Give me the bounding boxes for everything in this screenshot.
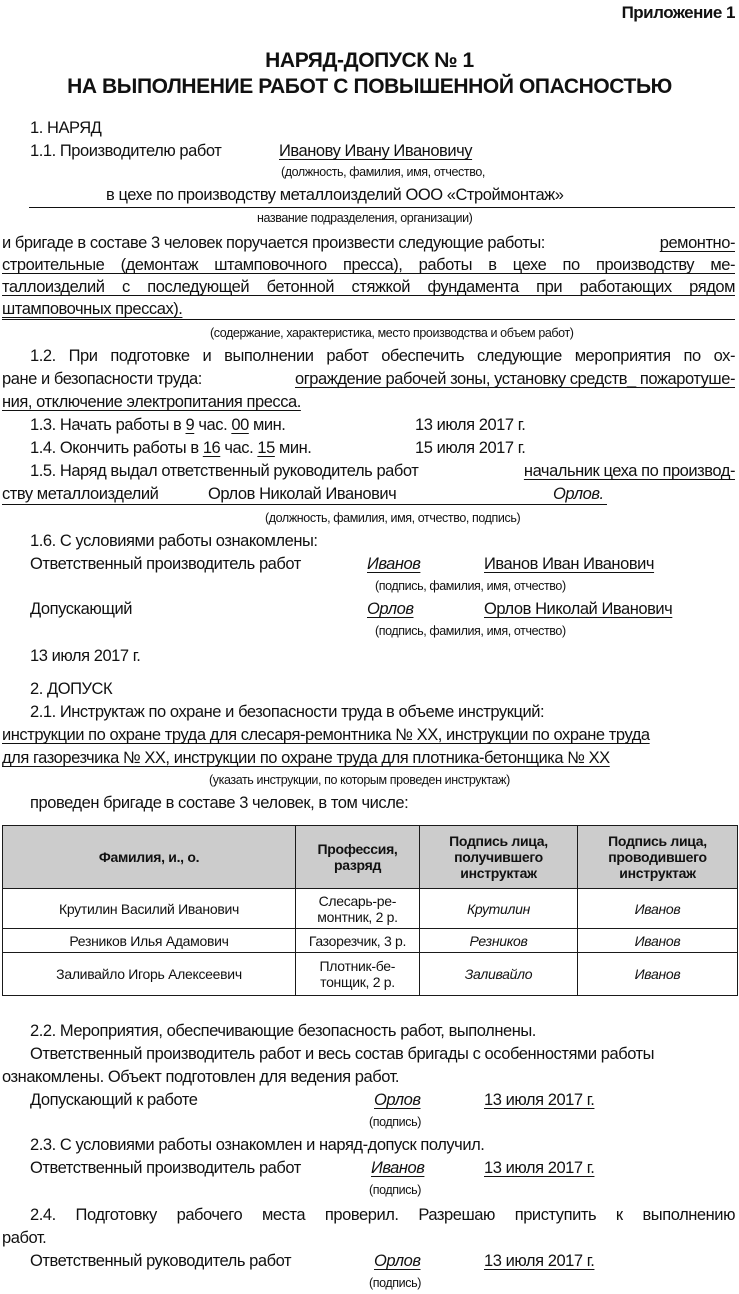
table-row [3,889,738,929]
p1-3-hour-unit: час. [198,416,228,434]
table-row [3,929,738,953]
header-profession: Профессия, разряд [296,826,420,889]
p1-2-value: ограждение рабочей зоны, установку средств_ пожаротуше- [294,370,735,388]
p2-2-signature: Орлов [374,1091,421,1109]
header-conducted-signature: Подпись лица, проводившего инструктаж [578,826,738,889]
cell-name: Крутилин Василий Иванович [3,889,296,929]
p2-1-instructions-1: инструкции по охране труда для слесаря-ремонтника № ХХ, инструкции по охране труда [2,726,650,744]
p2-2-date: 13 июля 2017 г. [484,1091,595,1109]
p1-4-min: 15 [257,439,275,457]
appendix-label: Приложение 1 [621,3,735,22]
section-1-date: 13 июля 2017 г. [30,647,141,665]
p1-3-label: 1.3. Начать работы в [30,416,182,434]
p2-3: 2.3. С условиями работы ознакомлен и наряд-допуск получил. [30,1136,485,1154]
section-1-heading: 1. НАРЯД [30,119,102,137]
acquainted-role-1: Ответственный производитель работ [30,555,301,573]
p2-1-hint: (указать инструкции, по которым проведен инструктаж) [209,773,510,787]
document-subtitle: НА ВЫПОЛНЕНИЕ РАБОТ С ПОВЫШЕННОЙ ОПАСНОСТЬЮ [67,75,672,98]
p1-3-date: 13 июля 2017 г. [415,416,526,434]
p2-3-hint: (подпись) [369,1183,421,1197]
p1-4-hour-unit: час. [224,439,254,457]
p1-5-position-value: начальник цеха по производ- [523,462,735,480]
acquainted-name-2: Орлов Николай Иванович [484,600,673,618]
acquainted-name-1: Иванов Иван Иванович [484,555,655,573]
p2-3-signature: Иванов [371,1159,425,1177]
p2-2: 2.2. Мероприятия, обеспечивающие безопасность работ, выполнены. [30,1022,536,1040]
p1-3-min-unit: мин. [252,416,286,434]
p1-1-hint-2: название подразделения, организации) [257,211,473,225]
acquainted-hint-1: (подпись, фамилия, имя, отчество) [375,579,566,593]
table-row [3,953,738,996]
p1-1-performer-value: Иванову Ивану Ивановичу [279,142,473,160]
p1-5-name: Орлов Николай Иванович [208,485,397,503]
p2-4-signature: Орлов [374,1252,421,1270]
work-line-4: штамповочных прессах). [2,300,183,318]
p1-6-heading: 1.6. С условиями работы ознакомлены: [30,532,318,550]
p2-4-date: 13 июля 2017 г. [484,1252,595,1270]
p2-4-hint: (подпись) [369,1276,421,1290]
work-intro: и бригаде в составе 3 человек поручается произвести следующие работы: [2,234,545,252]
cell-conducted-signature: Иванов [578,889,738,929]
p1-3-min: 00 [231,416,249,434]
cell-conducted-signature: Иванов [578,929,738,953]
p1-2-line-3: ния, отключение электропитания пресса. [2,393,301,411]
p1-5-line-1 [30,460,735,482]
p1-1-underline [29,207,735,208]
cell-name: Резников Илья Адамович [3,929,296,953]
p2-2b-line-2: ознакомлены. Объект подготовлен для ведения работ. [2,1068,400,1086]
p2-4-line-2: работ. [2,1229,47,1247]
p2-2b-line-1: Ответственный производитель работ и весь состав бригады с особенностями работы [30,1045,655,1063]
p1-3-hour: 9 [185,416,195,434]
table-header-row [3,826,738,889]
p1-5-plain: 1.5. Наряд выдал ответственный руководитель работ [30,462,419,480]
section-2-heading: 2. ДОПУСК [30,680,113,698]
cell-received-signature: Заливайло [420,953,578,996]
p1-2-plain: ране и безопасности труда: [2,370,202,388]
cell-received-signature: Крутилин [420,889,578,929]
work-underline [2,319,735,320]
p2-2-role: Допускающий к работе [30,1091,198,1109]
document-title: НАРЯД-ДОПУСК № 1 [265,49,474,72]
work-hint: (содержание, характеристика, место производства и объем работ) [210,326,574,340]
acquainted-hint-2: (подпись, фамилия, имя, отчество) [375,624,566,638]
p2-4-line-1: 2.4. Подготовку рабочего места проверил. Разрешаю приступить к выполнению [30,1206,735,1224]
briefing-table [2,825,738,996]
p1-4-hour: 16 [202,439,221,457]
work-line-2: строительные (демонтаж штамповочного пресса), работы в цехе по производству ме- [2,256,735,274]
work-line-3: таллоизделий с последующей бетонной стяжкой фундамента при работающих рядом [2,278,735,296]
p1-4-date: 15 июля 2017 г. [415,439,526,457]
acquainted-signature-2: Орлов [367,600,414,618]
p1-1-hint-1: (должность, фамилия, имя, отчество, [281,165,485,179]
p1-4-min-unit: мин. [278,439,312,457]
cell-profession: Плотник-бетонщик, 2 р. [296,953,420,996]
p2-4-role: Ответственный руководитель работ [30,1252,292,1270]
p1-5-signature: Орлов. [553,485,604,503]
cell-profession: Газорезчик, 3 р. [296,929,420,953]
cell-conducted-signature: Иванов [578,953,738,996]
p1-3-start [30,414,285,436]
p2-1-crew: проведен бригаде в составе 3 человек, в том числе: [30,794,409,812]
work-line-1: ремонтно- [659,234,735,252]
p1-5-hint: (должность, фамилия, имя, отчество, подпись) [265,511,521,525]
p2-3-role: Ответственный производитель работ [30,1159,301,1177]
cell-profession: Слесарь-ремонтник, 2 р. [296,889,420,929]
acquainted-role-2: Допускающий [30,600,132,618]
p2-1-line-1: 2.1. Инструктаж по охране и безопасности труда в объеме инструкций: [30,703,545,721]
header-name: Фамилия, и., о. [3,826,296,889]
p2-2-hint: (подпись) [369,1115,421,1129]
p1-4-label: 1.4. Окончить работы в [30,439,199,457]
cell-received-signature: Резников [420,929,578,953]
header-received-signature: Подпись лица, получившего инструктаж [420,826,578,889]
p1-1-label: 1.1. Производителю работ [30,142,222,160]
p1-2-line-1: 1.2. При подготовке и выполнении работ обеспечить следующие мероприятия по ох- [30,347,735,365]
p1-4-end [30,437,311,459]
p1-5-position-value-cont: ству металлоизделий [2,485,159,503]
p1-1-department-value: в цехе по производству металлоизделий ООО «Строймонтаж» [106,186,564,204]
p1-2-line-2 [2,368,735,390]
acquainted-signature-1: Иванов [367,555,421,573]
p2-3-date: 13 июля 2017 г. [484,1159,595,1177]
work-description [2,232,735,320]
cell-name: Заливайло Игорь Алексеевич [3,953,296,996]
p2-1-instructions-2: для газорезчика № ХХ, инструкции по охране труда для плотника-бетонщика № ХХ [2,749,610,767]
